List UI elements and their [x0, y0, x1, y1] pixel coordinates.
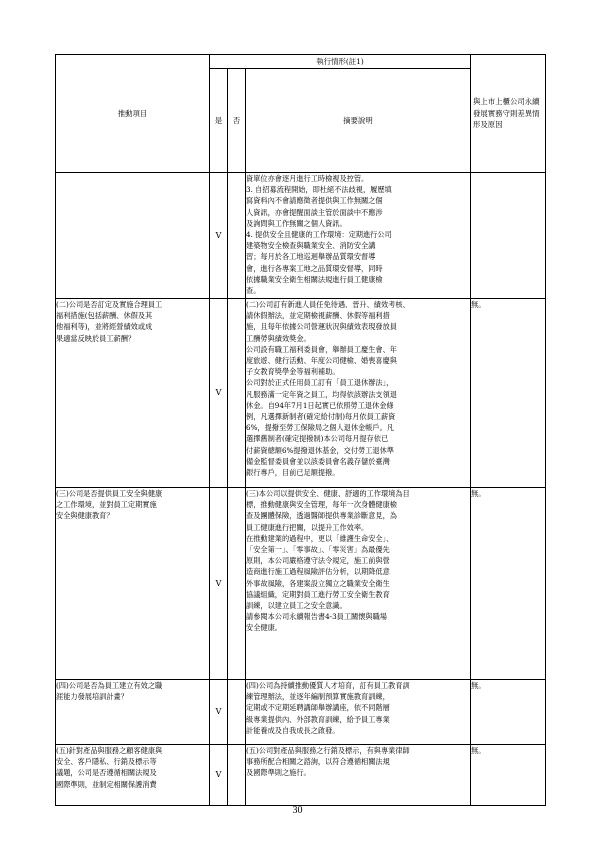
- summary-text: (二)公司訂有新進人員任免待遇、晉升、績效考核、 請休假辦法，並定期檢視薪酬、休假等福利措 施，且每年依據公司營運狀況與績效表現發放員 工酬勞與績效獎金。 公司設有職工福利委員會，舉辦員工慶生會、年 度旅遊、健行活動、年度公司健檢、婚喪喜慶與 子女教育獎學金等福利補助。 公司對於正式任用員工訂有「員工退休辦法」， 凡服務滿一定年資之員工，均得依該辦法支領退 休金。自94年7月1日起實已依照勞工退休金條 例，凡選擇新制者(確定給付制)每月依員工薪資 6%，提撥至勞工保險局之個人退休金帳戶。凡 選擇舊制者(確定提撥制)本公司每月提存依已 付薪資總額6%提撥退休基金，交付勞工退休準 備金監督委員會並以該委員會名義存儲於臺灣 銀行專戶，目前已足額提撥。: [246, 300, 410, 478]
- summary-cell: [246, 299, 471, 488]
- summary-cell: [246, 680, 471, 745]
- summary-text: (五)公司對產品與服務之行銷及標示，有與專業律師 事務所配合相關之諮詢，以符合遵循相關法規 及國際準則之施行。: [246, 746, 410, 778]
- table-row: [56, 488, 546, 680]
- header-row-1: [56, 55, 546, 69]
- diff-cell: 無。: [471, 488, 546, 680]
- table-row: [56, 680, 546, 745]
- table-row: [56, 745, 546, 806]
- diff-cell: 無。: [471, 680, 546, 745]
- yes-cell: V: [210, 299, 228, 488]
- item-cell: (四)公司是否為員工建立有效之職 涯能力發展培訓計畫？: [56, 680, 210, 745]
- summary-text: (三)本公司以提供安全、健康、舒適的工作環境為目 標，推動健康與安全管理，每年一次身體健康檢 查及團體保險，透過醫師提供專業診斷意見，為 員工健康進行把關，以提升工作效率。 在推動建業的過程中，更以「維護生命安全」、 「安全第一」、「零事故」、「零災害」為最優先 原則，本公司嚴格遵守法令規定，施工前與營 造商進行施工過程風險評估分析，以期降低意 外事故風險，各建案設立獨立之職業安全衛生 協議組織，定期對員工進行勞工安全衛生教育 訓練，以建立員工之安全意識。 請參閱本公司永續報告書4-3員工關懷與職場 安全健康。: [246, 489, 410, 633]
- yes-cell: V: [210, 680, 228, 745]
- summary-cell: [246, 488, 471, 680]
- diff-cell: 無。: [471, 299, 546, 488]
- yes-cell: V: [210, 488, 228, 680]
- item-cell: (二)公司是否訂定及實施合理員工 福利措施(包括薪酬、休假及其 他福利等)，並將經營績效或成 果適當反映於員工薪酬？: [56, 299, 210, 488]
- header-diff: 與上市上櫃公司永續發展實務守則差異情形及原因: [471, 55, 546, 173]
- diff-cell: [471, 173, 546, 299]
- item-cell: (三)公司是否提供員工安全與健康 之工作環境，並對員工定期實施 安全與健康教育？: [56, 488, 210, 680]
- summary-text: (四)公司為持續推動優質人才培育，訂有員工教育訓 練管理辦法，並逐年編制預算實施教育訓練， 定期或不定期延聘講師舉辦講座，依不同階層 級專業提供內、外部教育訓練，給予員工專業 計能養成及自我成長之啟發。: [246, 681, 410, 735]
- no-cell: [228, 680, 246, 745]
- summary-text: 資單位亦會逐月進行工時檢視及控管。 3. 自招募流程開始，即杜絕不法歧視，履歷填 寫資料內不會請應徵者提供與工作無關之個 人資訊，亦會提醒面談主管於面談中不應涉 及詢問與工作無關之個人資訊。 4. 提供安全且健康的工作環境：定期進行公司 建築物安全檢查與職業安全、消防安全講 習；每月於各工地巡迴舉辦品質環安督導 會，進行各專案工地之品質環安督導，同時 依據職業安全衛生相關法規進行員工健康檢 查。: [246, 174, 392, 296]
- page-number: 30: [292, 805, 303, 816]
- table-row: [56, 173, 546, 299]
- header-yes: 是: [210, 69, 228, 173]
- no-cell: [228, 745, 246, 806]
- csr-table: [55, 54, 546, 806]
- header-summary: 摘要說明: [246, 69, 471, 173]
- header-exec-status: 執行情形(註1): [210, 55, 471, 69]
- summary-cell: [246, 745, 471, 806]
- item-cell: [56, 173, 210, 299]
- yes-cell: V: [210, 173, 228, 299]
- no-cell: [228, 173, 246, 299]
- header-no: 否: [228, 69, 246, 173]
- item-cell: (五)針對產品與服務之顧客健康與 安全、客戶隱私、行銷及標示等 議題，公司是否遵循相關法規及 國際準則，並制定相關保護消費: [56, 745, 210, 806]
- summary-cell: [246, 173, 471, 299]
- yes-cell: V: [210, 745, 228, 806]
- no-cell: [228, 299, 246, 488]
- header-item: 推動項目: [56, 55, 210, 173]
- no-cell: [228, 488, 246, 680]
- table-row: [56, 299, 546, 488]
- diff-cell: 無。: [471, 745, 546, 806]
